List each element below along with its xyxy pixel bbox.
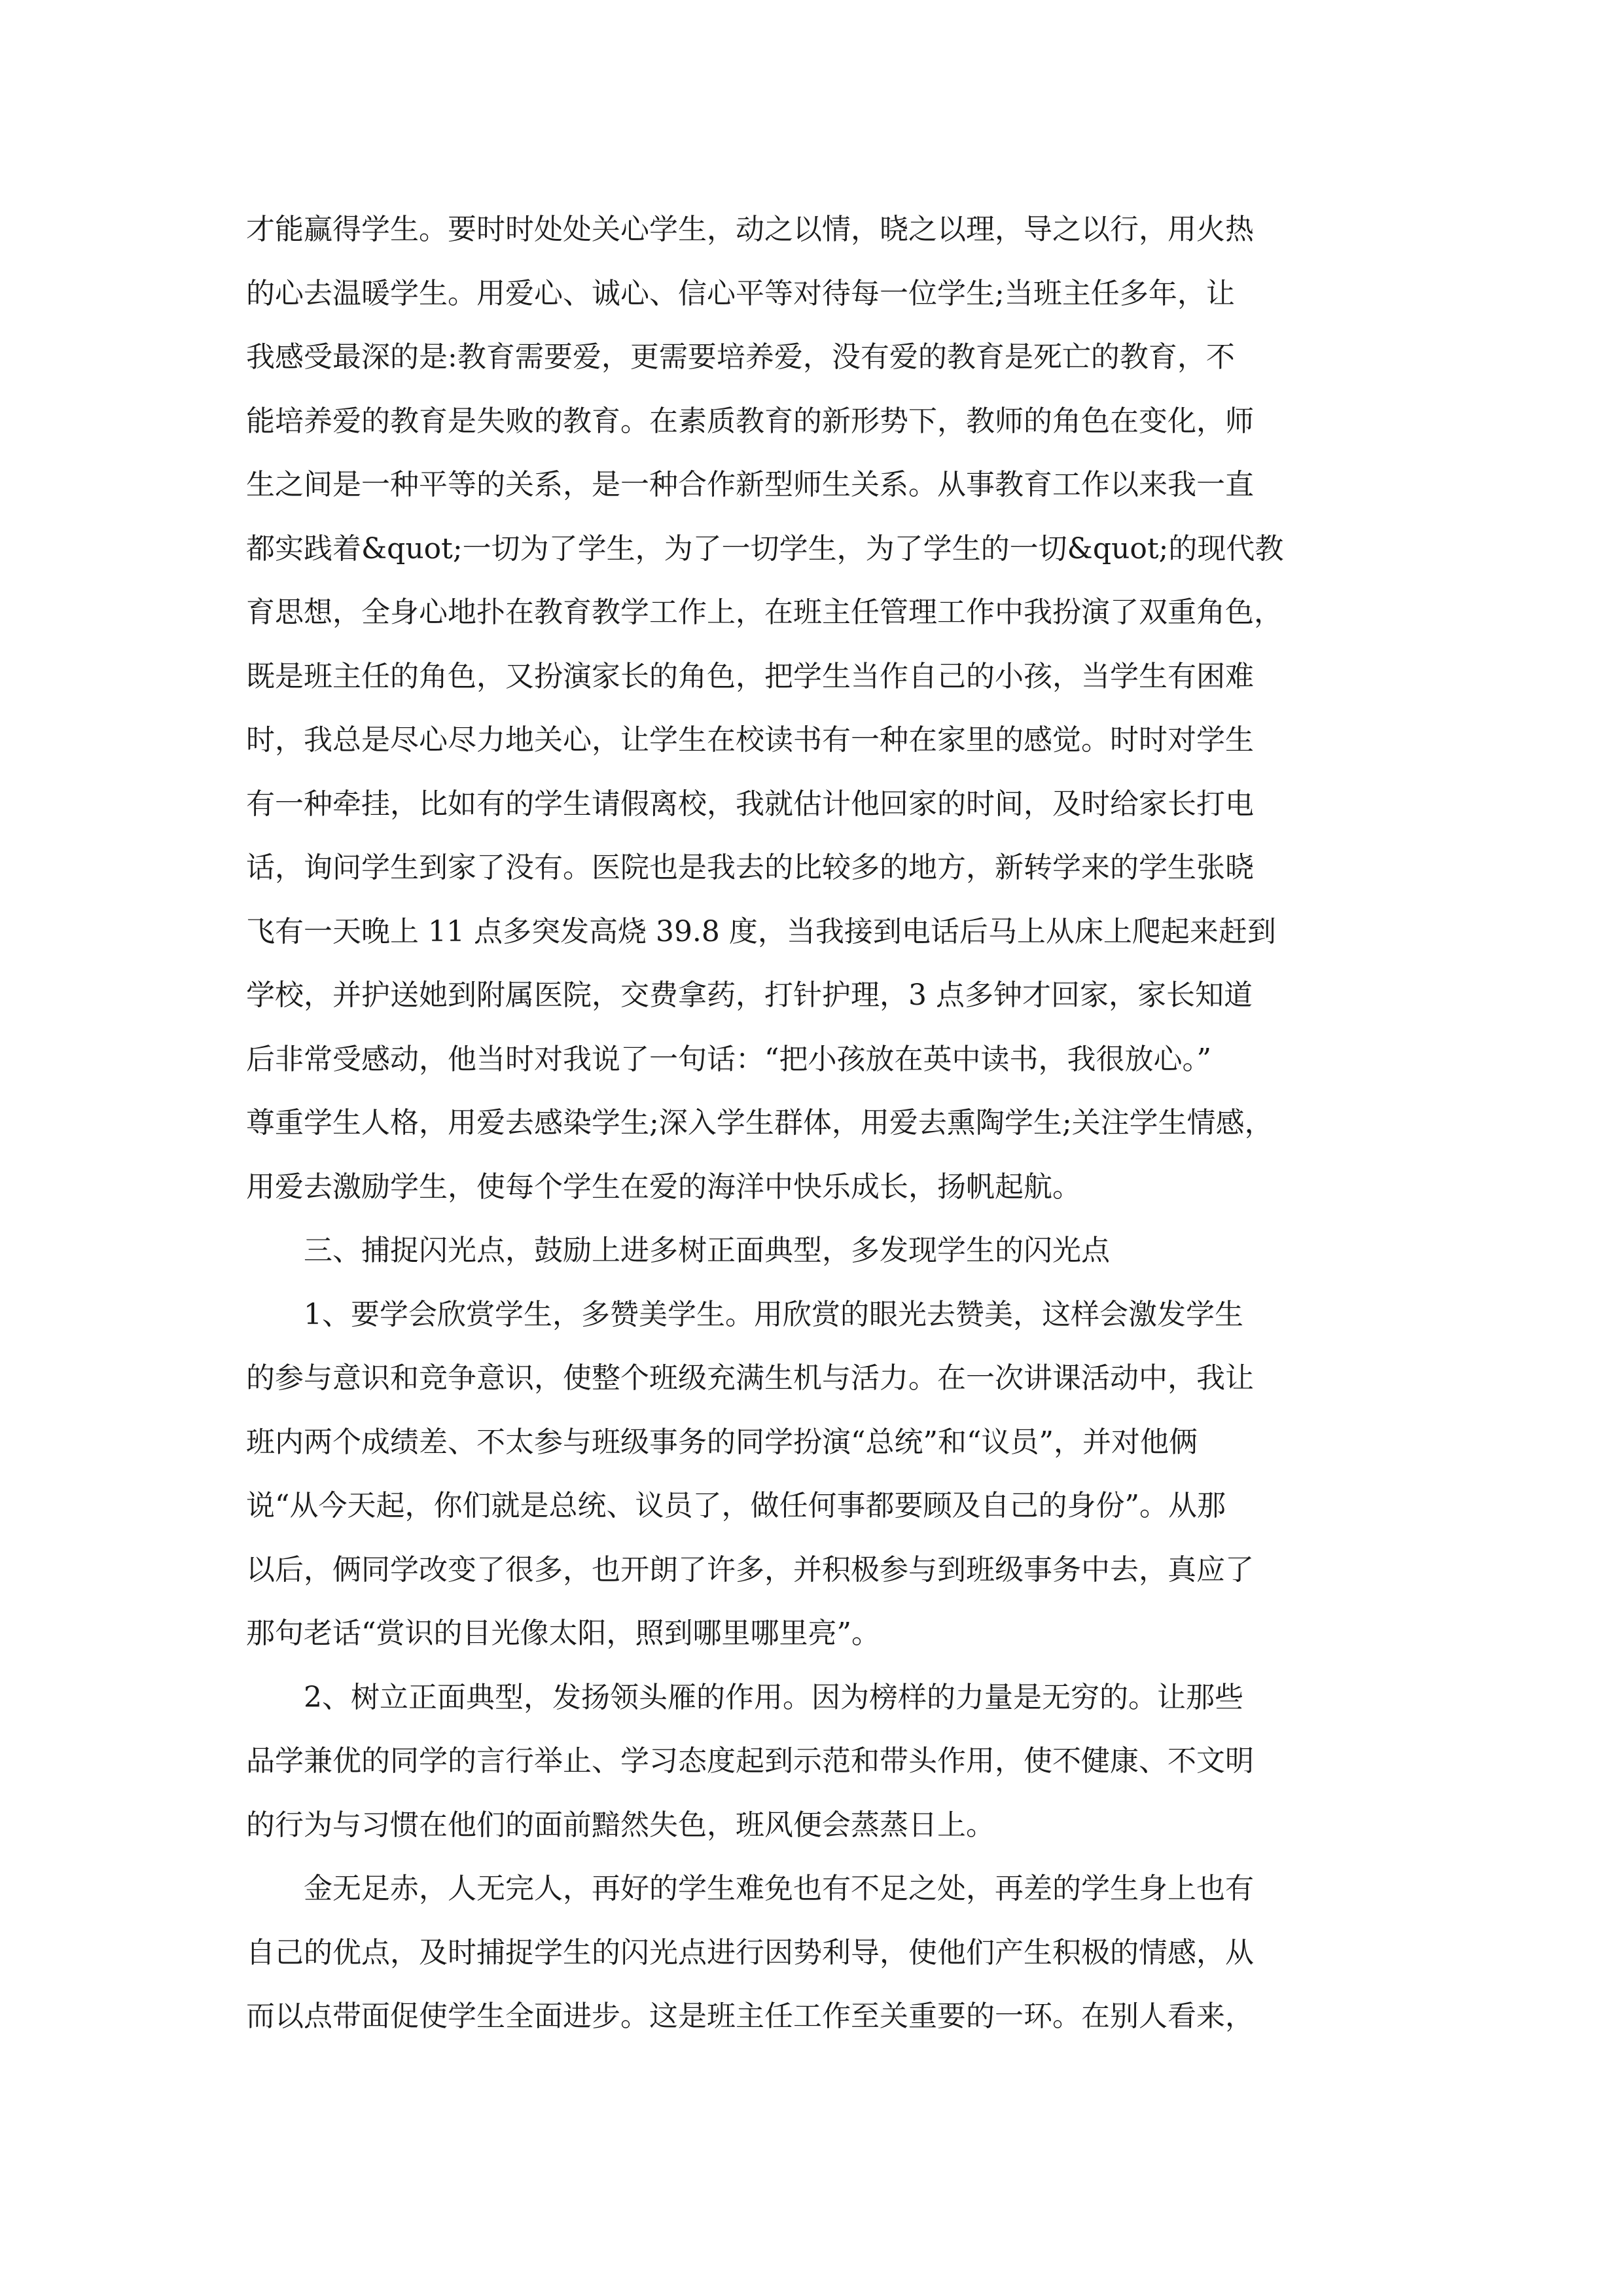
text-line: 学校，并护送她到附属医院，交费拿药，打针护理，3 点多钟才回家，家长知道: [246, 978, 1253, 1012]
text-line: 品学兼优的同学的言行举止、学习态度起到示范和带头作用，使不健康、不文明: [246, 1744, 1254, 1778]
text-line: 尊重学生人格，用爱去感染学生;深入学生群体，用爱去熏陶学生;关注学生情感，: [246, 1106, 1274, 1139]
paragraph-start-line: 1、要学会欣赏学生，多赞美学生。用欣赏的眼光去赞美，这样会激发学生: [304, 1297, 1243, 1331]
text-line: 话，询问学生到家了没有。医院也是我去的比较多的地方，新转学来的学生张晓: [246, 851, 1254, 884]
text-line: 时，我总是尽心尽力地关心，让学生在校读书有一种在家里的感觉。时时对学生: [246, 723, 1254, 757]
text-line: 育思想，全身心地扑在教育教学工作上，在班主任管理工作中我扮演了双重角色，: [246, 596, 1283, 629]
section-heading: 三、捕捉闪光点，鼓励上进多树正面典型，多发现学生的闪光点: [304, 1234, 1110, 1267]
text-line: 那句老话“赏识的目光像太阳，照到哪里哪里亮”。: [246, 1617, 880, 1650]
text-line: 以后，俩同学改变了很多，也开朗了许多，并积极参与到班级事务中去，真应了: [246, 1552, 1254, 1587]
text-line: 能培养爱的教育是失败的教育。在素质教育的新形势下，教师的角色在变化，师: [246, 404, 1254, 438]
text-line: 而以点带面促使学生全面进步。这是班主任工作至关重要的一环。在别人看来，: [246, 2000, 1254, 2033]
text-line: 既是班主任的角色，又扮演家长的角色，把学生当作自己的小孩，当学生有困难: [246, 659, 1254, 693]
text-line: 我感受最深的是:教育需要爱，更需要培养爱，没有爱的教育是死亡的教育，不: [246, 340, 1235, 374]
text-line: 飞有一天晚上 11 点多突发高烧 39.8 度，当我接到电话后马上从床上爬起来赶到: [246, 914, 1276, 948]
text-line: 有一种牵挂，比如有的学生请假离校，我就估计他回家的时间，及时给家长打电: [246, 787, 1254, 821]
paragraph-start-line: 2、树立正面典型，发扬领头雁的作用。因为榜样的力量是无穷的。让那些: [304, 1680, 1243, 1714]
text-line: 自己的优点，及时捕捉学生的闪光点进行因势利导，使他们产生积极的情感，从: [246, 1935, 1254, 1969]
document-body: [246, 198, 1378, 2049]
text-line: 的参与意识和竞争意识，使整个班级充满生机与活力。在一次讲课活动中，我让: [246, 1361, 1254, 1395]
text-line: 班内两个成绩差、不太参与班级事务的同学扮演“总统”和“议员”，并对他俩: [246, 1425, 1198, 1459]
text-line: 都实践着&quot;一切为了学生，为了一切学生，为了学生的一切&quot;的现代教: [246, 531, 1284, 565]
paragraph-start-line: 金无足赤，人无完人，再好的学生难免也有不足之处，再差的学生身上也有: [304, 1872, 1254, 1905]
text-line: 用爱去激励学生，使每个学生在爱的海洋中快乐成长，扬帆起航。: [246, 1170, 1081, 1204]
text-line: 的行为与习惯在他们的面前黯然失色，班风便会蒸蒸日上。: [246, 1808, 995, 1842]
text-line: 生之间是一种平等的关系，是一种合作新型师生关系。从事教育工作以来我一直: [246, 468, 1254, 501]
text-line: 后非常受感动，他当时对我说了一句话：“把小孩放在英中读书，我很放心。”: [246, 1042, 1211, 1076]
text-line: 说“从今天起，你们就是总统、议员了，做任何事都要顾及自己的身份”。从那: [246, 1489, 1226, 1522]
text-line: 的心去温暖学生。用爱心、诚心、信心平等对待每一位学生;当班主任多年，让: [246, 276, 1235, 310]
text-line: 才能赢得学生。要时时处处关心学生，动之以情，晓之以理，导之以行，用火热: [246, 213, 1254, 246]
